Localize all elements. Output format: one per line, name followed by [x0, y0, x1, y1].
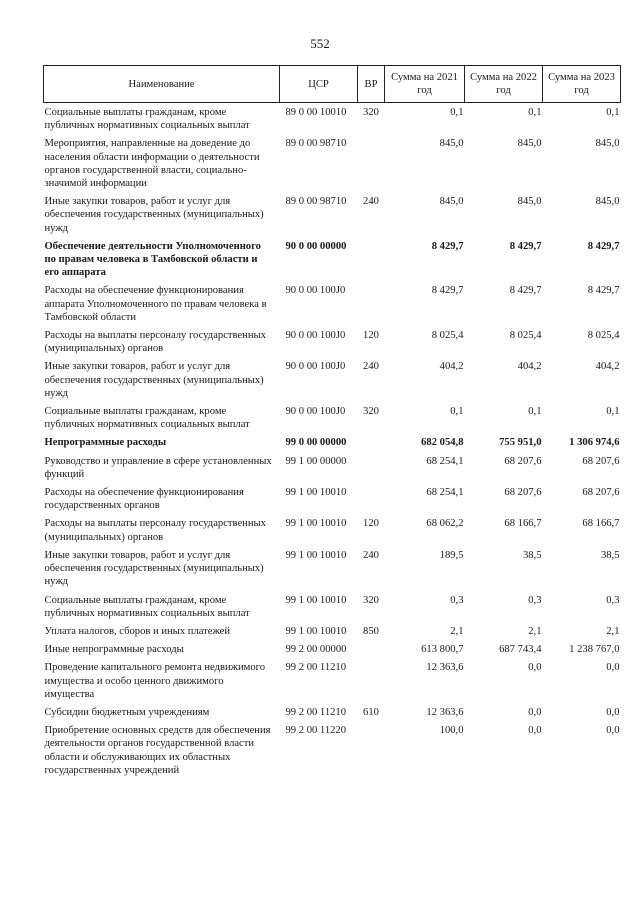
row-sum-2023: 1 306 974,6	[569, 437, 620, 449]
row-sum-2022: 845,0	[517, 138, 542, 150]
row-sum-2021: 68 062,2	[426, 518, 464, 530]
table-row	[44, 591, 621, 622]
row-sum-2021: 68 254,1	[426, 487, 464, 499]
header-row	[44, 66, 621, 103]
row-csr: 99 1 00 10010	[285, 487, 347, 499]
table-row	[44, 721, 621, 779]
row-csr: 89 0 00 98710	[285, 196, 347, 208]
row-sum-2023: 0,0	[606, 662, 620, 674]
row-csr: 90 0 00 100J0	[285, 406, 346, 418]
row-name: Иные закупки товаров, работ и услуг для обеспечения государственных (муниципальных) нужд	[44, 361, 264, 399]
row-vr	[358, 640, 385, 658]
row-csr: 99 2 00 00000	[285, 644, 347, 656]
row-vr: 240	[363, 549, 379, 561]
row-sum-2023: 8 025,4	[587, 330, 620, 342]
table-row	[44, 326, 621, 357]
table-body	[44, 103, 621, 779]
table-row	[44, 237, 621, 282]
row-name: Мероприятия, направленные на доведение до населения области информации о деятельности органов государственной власти, социально-значимой информации	[44, 138, 260, 190]
row-sum-2022: 0,1	[528, 107, 542, 118]
row-vr	[358, 658, 385, 703]
row-csr: 89 0 00 98710	[285, 138, 347, 150]
row-sum-2021: 68 254,1	[426, 455, 464, 467]
row-sum-2022: 8 429,7	[509, 285, 542, 297]
row-name: Субсидии бюджетным учреждениям	[44, 706, 210, 718]
row-sum-2021: 12 363,6	[426, 662, 464, 674]
row-sum-2022: 0,3	[528, 594, 542, 606]
row-sum-2023: 38,5	[600, 549, 620, 561]
row-csr: 99 1 00 10010	[285, 625, 347, 637]
row-name: Расходы на выплаты персоналу государственных (муниципальных) органов	[44, 518, 266, 543]
table-row	[44, 514, 621, 545]
row-sum-2022: 2,1	[528, 625, 542, 637]
row-name: Обеспечение деятельности Уполномоченного по правам человека в Тамбовской области и его аппарата	[44, 240, 261, 279]
row-vr: 320	[363, 107, 379, 118]
row-name: Приобретение основных средств для обеспечения деятельности органов государственной власти области и обслуживающих их областных государственных учреждений	[44, 725, 271, 776]
table-row	[44, 703, 621, 721]
row-sum-2022: 8 429,7	[509, 240, 542, 252]
row-sum-2023: 0,1	[606, 406, 620, 418]
row-sum-2022: 68 207,6	[504, 455, 542, 467]
row-sum-2021: 404,2	[439, 361, 464, 373]
row-sum-2021: 2,1	[450, 625, 464, 637]
row-sum-2022: 0,1	[528, 406, 542, 418]
table-row	[44, 192, 621, 237]
row-sum-2023: 845,0	[595, 196, 620, 208]
row-sum-2022: 404,2	[517, 361, 542, 373]
row-sum-2021: 682 054,8	[421, 437, 464, 449]
row-name: Проведение капитального ремонта недвижимого имущества и особо ценного движимого имущества	[44, 662, 266, 700]
row-sum-2022: 0,0	[528, 662, 542, 674]
row-name: Социальные выплаты гражданам, кроме публичных нормативных социальных выплат	[44, 107, 250, 132]
row-csr: 99 2 00 11220	[285, 725, 347, 737]
row-vr: 120	[363, 330, 379, 342]
budget-table	[43, 65, 621, 779]
header-sum-2023: Сумма на 2023 год	[543, 66, 621, 103]
row-name: Иные закупки товаров, работ и услуг для обеспечения государственных (муниципальных) нужд	[44, 549, 264, 588]
header-name: Наименование	[44, 66, 280, 103]
row-sum-2023: 8 429,7	[587, 240, 620, 252]
table-row	[44, 640, 621, 658]
row-vr: 320	[363, 406, 379, 418]
row-vr: 610	[363, 706, 379, 718]
row-sum-2021: 8 025,4	[431, 330, 464, 342]
row-sum-2023: 68 207,6	[582, 487, 620, 499]
row-sum-2021: 12 363,6	[426, 706, 464, 718]
row-csr: 90 0 00 100J0	[285, 330, 346, 342]
row-vr	[358, 483, 385, 514]
row-sum-2021: 0,3	[450, 594, 464, 606]
row-name: Социальные выплаты гражданам, кроме публичных нормативных социальных выплат	[44, 406, 250, 431]
row-sum-2022: 0,0	[528, 706, 542, 718]
row-sum-2022: 8 025,4	[509, 330, 542, 342]
row-csr: 89 0 00 10010	[285, 107, 347, 118]
table-row	[44, 658, 621, 703]
row-name: Социальные выплаты гражданам, кроме публичных нормативных социальных выплат	[44, 594, 250, 619]
row-csr: 99 1 00 10010	[285, 518, 347, 530]
row-sum-2021: 613 800,7	[421, 644, 464, 656]
row-vr	[358, 134, 385, 192]
row-csr: 99 2 00 11210	[285, 662, 347, 674]
row-sum-2022: 0,0	[528, 725, 542, 737]
table-row	[44, 357, 621, 402]
row-csr: 99 0 00 00000	[285, 437, 347, 449]
row-sum-2021: 845,0	[439, 138, 464, 150]
row-vr: 850	[363, 625, 379, 637]
table-row	[44, 402, 621, 433]
row-sum-2022: 687 743,4	[499, 644, 542, 656]
row-sum-2023: 8 429,7	[587, 285, 620, 297]
row-name: Расходы на обеспечение функционирования аппарата Уполномоченного по правам человека в Тамбовской области	[44, 285, 267, 323]
table-row	[44, 134, 621, 192]
table-row	[44, 103, 621, 135]
row-name: Уплата налогов, сборов и иных платежей	[44, 625, 231, 637]
row-vr: 240	[363, 361, 379, 373]
row-vr: 240	[363, 196, 379, 208]
row-sum-2023: 0,0	[606, 706, 620, 718]
row-sum-2023: 404,2	[595, 361, 620, 373]
row-sum-2023: 0,0	[606, 725, 620, 737]
row-vr: 120	[363, 518, 379, 530]
table-row	[44, 281, 621, 326]
row-sum-2023: 68 166,7	[582, 518, 620, 530]
row-sum-2021: 8 429,7	[431, 240, 464, 252]
row-name: Руководство и управление в сфере установленных функций	[44, 455, 272, 480]
row-vr	[358, 721, 385, 779]
table-row	[44, 546, 621, 591]
row-sum-2023: 68 207,6	[582, 455, 620, 467]
row-csr: 90 0 00 00000	[285, 240, 347, 252]
table-row	[44, 433, 621, 451]
table-row	[44, 452, 621, 483]
row-vr	[358, 433, 385, 451]
row-name: Иные закупки товаров, работ и услуг для обеспечения государственных (муниципальных) нужд	[44, 196, 264, 234]
header-vr: ВР	[358, 66, 385, 103]
row-sum-2021: 8 429,7	[431, 285, 464, 297]
row-sum-2021: 845,0	[439, 196, 464, 208]
row-sum-2023: 1 238 767,0	[569, 644, 620, 656]
row-sum-2022: 68 166,7	[504, 518, 542, 530]
row-sum-2021: 0,1	[450, 406, 464, 418]
row-sum-2022: 68 207,6	[504, 487, 542, 499]
row-csr: 99 1 00 10010	[285, 594, 347, 606]
header-csr: ЦСР	[280, 66, 358, 103]
row-csr: 99 1 00 10010	[285, 549, 347, 561]
row-name: Непрограммные расходы	[44, 437, 167, 449]
header-sum-2021: Сумма на 2021 год	[385, 66, 465, 103]
row-sum-2021: 100,0	[439, 725, 464, 737]
row-sum-2021: 0,1	[450, 107, 464, 118]
row-vr	[358, 452, 385, 483]
row-sum-2023: 2,1	[606, 625, 620, 637]
row-name: Иные непрограммные расходы	[44, 644, 184, 656]
row-sum-2022: 38,5	[522, 549, 542, 561]
table-row	[44, 483, 621, 514]
row-name: Расходы на выплаты персоналу государственных (муниципальных) органов	[44, 330, 266, 355]
row-vr: 320	[363, 594, 379, 606]
row-vr	[358, 281, 385, 326]
page-number: 552	[310, 36, 330, 51]
row-sum-2023: 0,1	[606, 107, 620, 118]
row-sum-2023: 845,0	[595, 138, 620, 150]
row-sum-2022: 755 951,0	[499, 437, 542, 449]
row-name: Расходы на обеспечение функционирования государственных органов	[44, 487, 244, 512]
row-vr	[358, 237, 385, 282]
row-sum-2021: 189,5	[439, 549, 464, 561]
row-sum-2022: 845,0	[517, 196, 542, 208]
table-row	[44, 622, 621, 640]
row-csr: 90 0 00 100J0	[285, 361, 346, 373]
header-sum-2022: Сумма на 2022 год	[465, 66, 543, 103]
row-csr: 90 0 00 100J0	[285, 285, 346, 297]
table-header	[44, 66, 621, 103]
row-sum-2023: 0,3	[606, 594, 620, 606]
row-csr: 99 2 00 11210	[285, 706, 347, 718]
row-csr: 99 1 00 00000	[285, 455, 347, 467]
